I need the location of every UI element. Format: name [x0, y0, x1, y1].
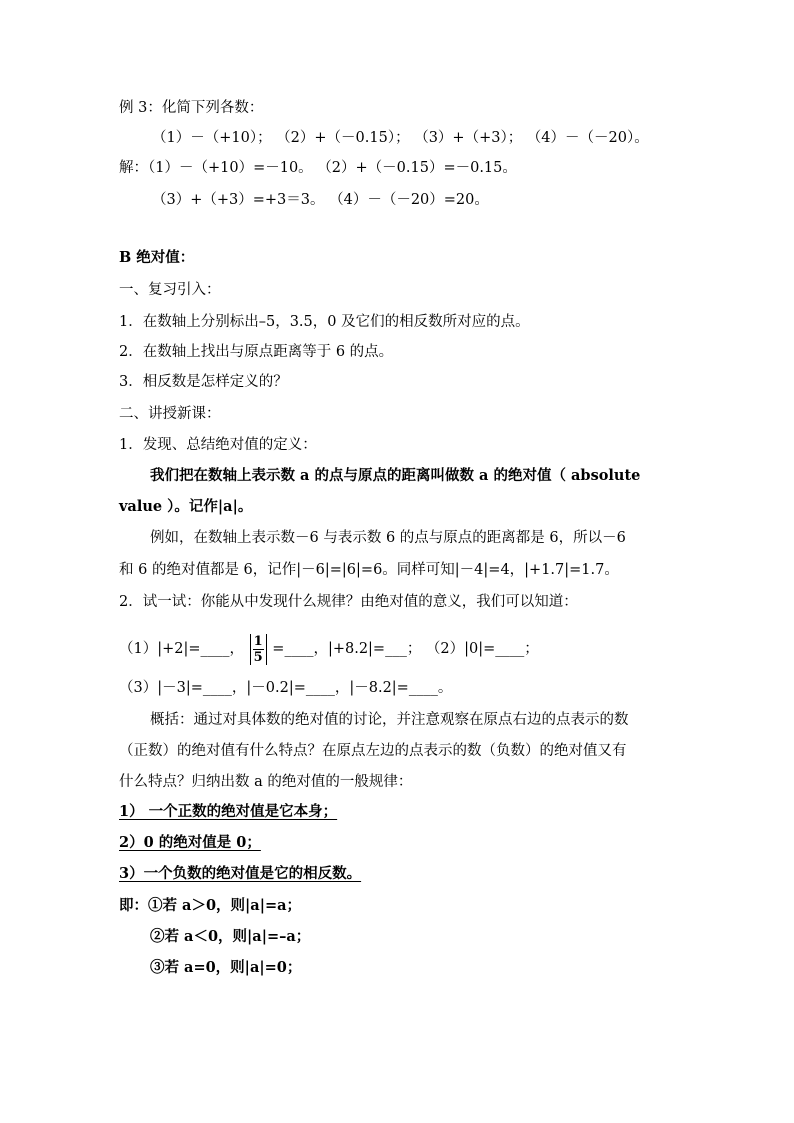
example3-answer-line1: 解：（1）－（+10）=－10。 （2）+（－0.15）=－0.15。 [119, 160, 517, 176]
summary-line2: （正数）的绝对值有什么特点？在原点左边的点表示的数（负数）的绝对值又有 [119, 743, 627, 759]
review-item-3: 3．相反数是怎样定义的？ [119, 374, 288, 390]
fraction-numerator: 1 [253, 633, 263, 649]
summary-line3: 什么特点？归纳出数 a 的绝对值的一般规律： [119, 774, 413, 790]
definition-line1: 我们把在数轴上表示数 a 的点与原点的距离叫做数 a 的绝对值（ absolute [150, 467, 641, 484]
case-1: 即：①若 a＞0，则|a|=a； [119, 897, 302, 914]
review-item-2: 2．在数轴上找出与原点距离等于 6 的点。 [119, 344, 394, 360]
exercise1-prefix: （1）|+2|=____， [119, 641, 245, 657]
example-line1: 例如，在数轴上表示数－6 与表示数 6 的点与原点的距离都是 6，所以－6 [150, 530, 626, 546]
summary-line1: 概括：通过对具体数的绝对值的讨论，并注意观察在原点右边的点表示的数 [150, 712, 629, 728]
rule-3: 3）一个负数的绝对值是它的相反数。 [119, 865, 362, 882]
definition-line2: value ）。记作|a|。 [119, 498, 253, 515]
section-b-title: B 绝对值： [119, 249, 195, 266]
exercise-line-1 [119, 632, 539, 666]
exercise1-suffix: =____，|+8.2|=___； （2）|0|=____； [272, 641, 539, 657]
exercise-line-3: （3）|－3|=____，|－0.2|=____，|－8.2|=____。 [119, 680, 453, 696]
example3-answer-line2: （3）+（+3）=+3＝3。 （4）－（－20）=20。 [152, 192, 489, 208]
case-3: ③若 a=0，则|a|=0； [150, 959, 302, 976]
lesson-heading: 二、讲授新课： [119, 406, 221, 422]
rule-2: 2）0 的绝对值是 0； [119, 834, 261, 851]
case-2: ②若 a＜0，则|a|=–a； [150, 928, 311, 945]
example3-heading: 例 3：化简下列各数： [119, 100, 264, 116]
example-line2: 和 6 的绝对值都是 6，记作|－6|=|6|=6。同样可知|－4|=4，|+1.7|=1.7。 [119, 562, 619, 578]
abs-fraction [250, 634, 267, 665]
example3-problems: （1）－（+10）； （2）+（－0.15）； （3）+（+3）； （4）－（－20）。 [152, 130, 649, 146]
review-item-1: 1．在数轴上分别标出–5，3.5，0 及它们的相反数所对应的点。 [119, 314, 530, 330]
review-heading: 一、复习引入： [119, 282, 221, 298]
fraction-denominator: 5 [253, 649, 263, 665]
step2-heading: 2．试一试：你能从中发现什么规律？由绝对值的意义，我们可以知道： [119, 594, 578, 610]
rule-1: 1） 一个正数的绝对值是它本身； [119, 803, 338, 820]
step1-heading: 1．发现、总结绝对值的定义： [119, 437, 317, 453]
